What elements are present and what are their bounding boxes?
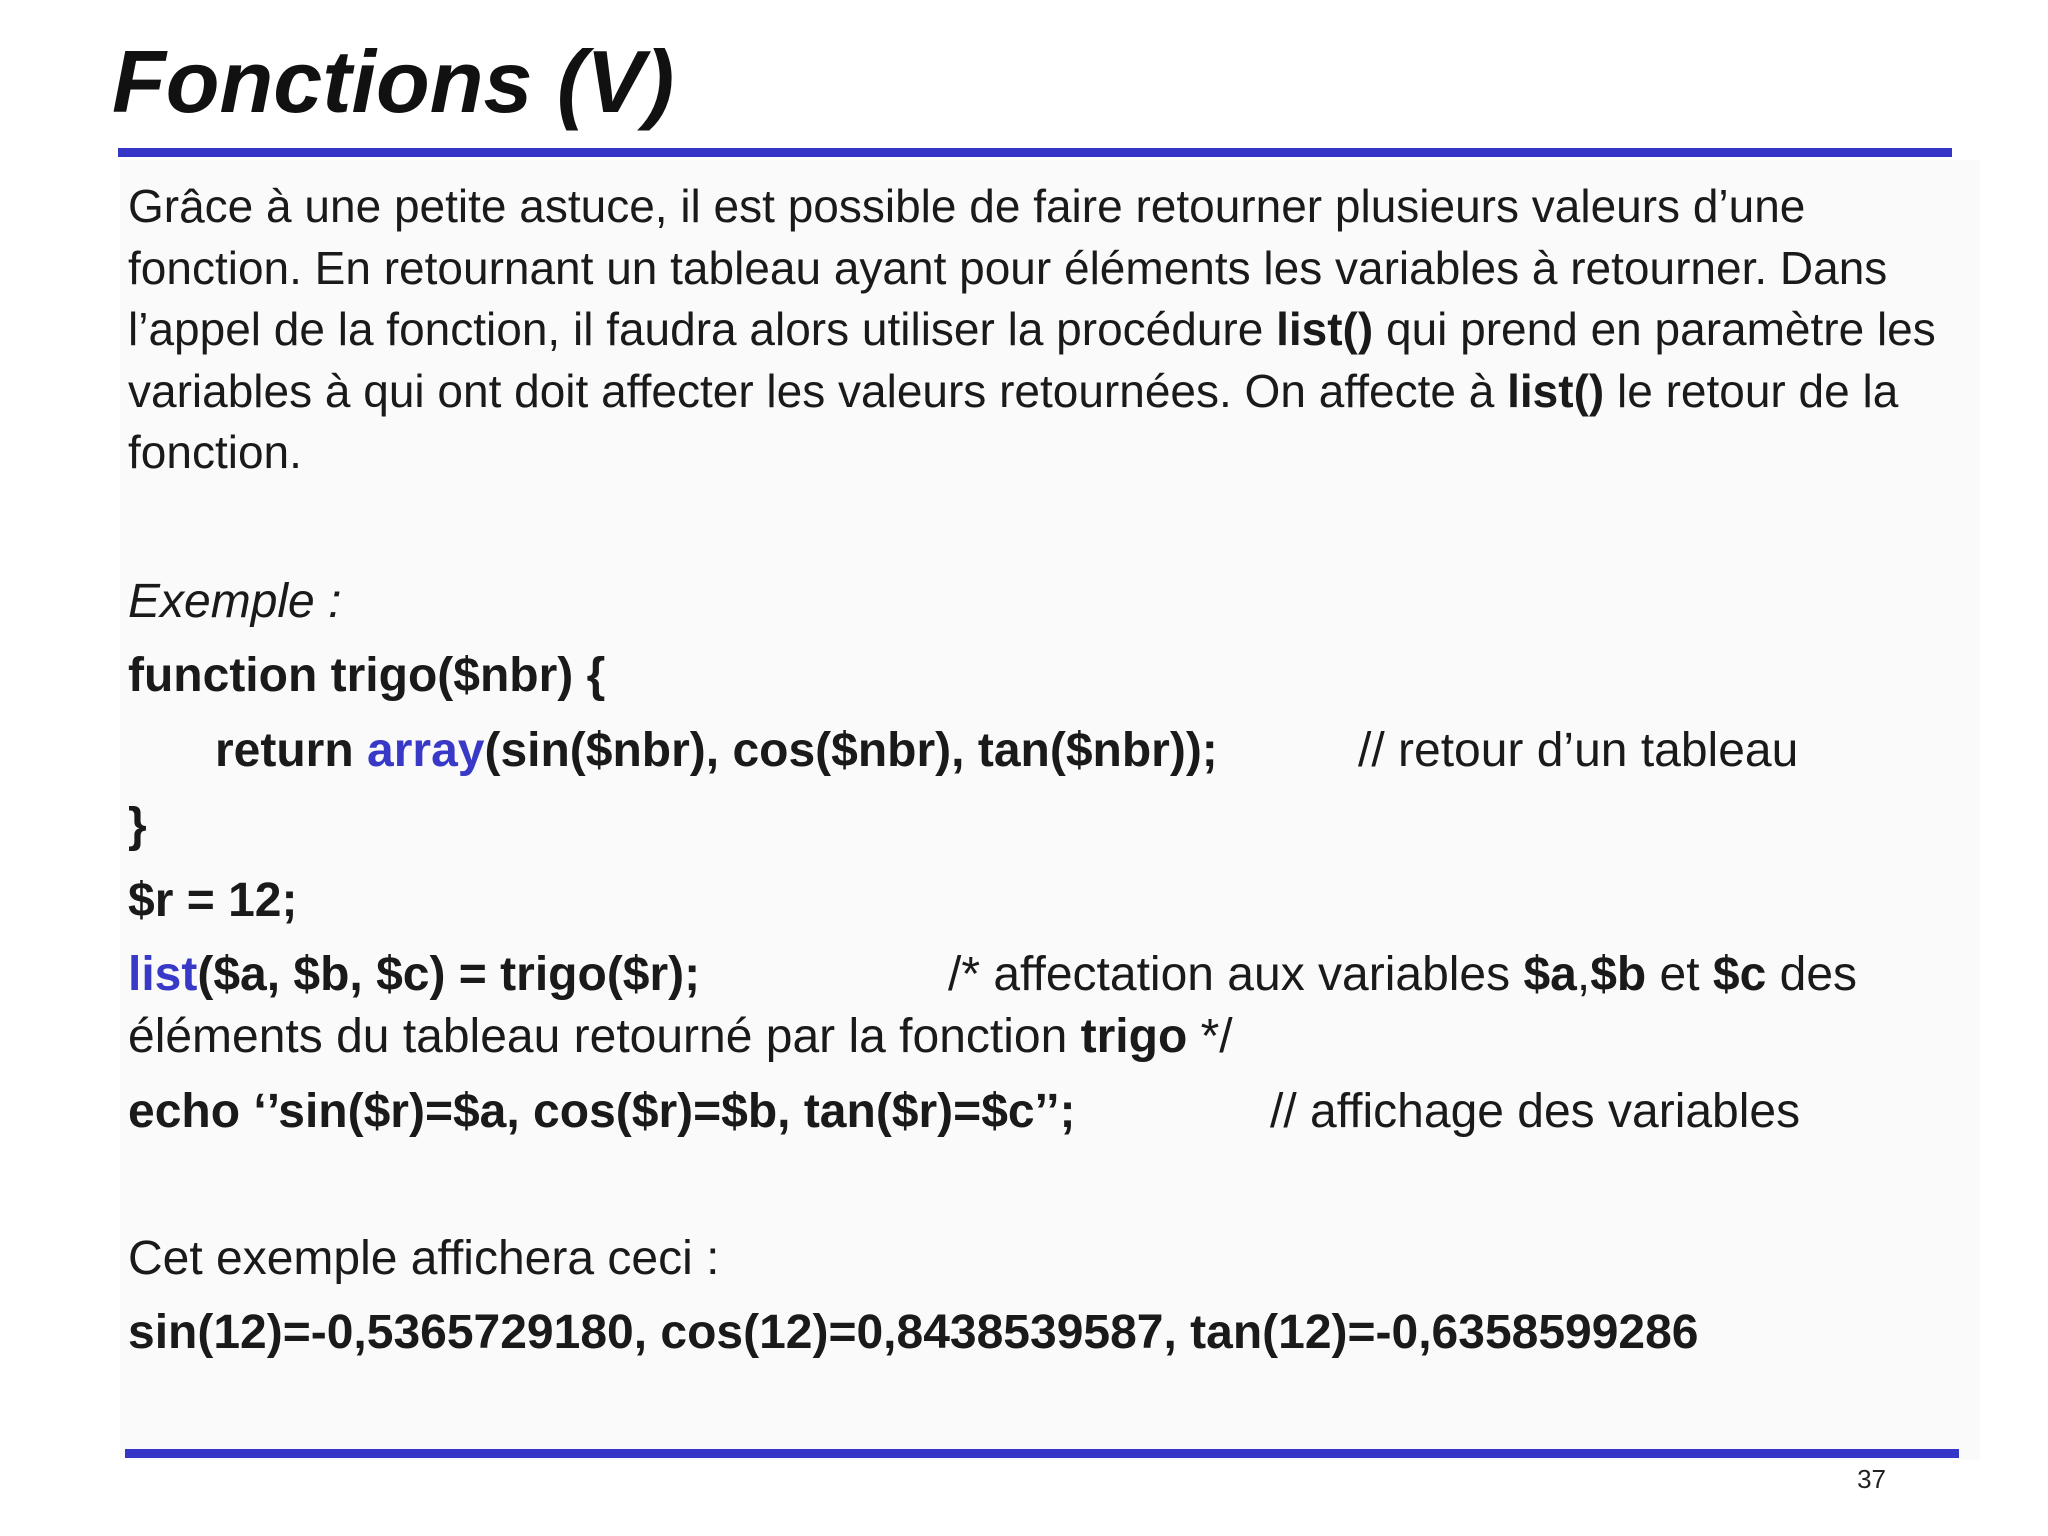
intro-keyword-list-1: list(): [1276, 303, 1374, 355]
comment-var-b: $b: [1590, 948, 1647, 1001]
code-list-args: ($a, $b, $c) = trigo($r);: [197, 948, 701, 1001]
code-comment-echo: // affichage des variables: [1270, 1085, 1801, 1138]
comment-trigo: trigo: [1080, 1010, 1188, 1063]
comment-comma: ,: [1576, 948, 1591, 1001]
code-list-keyword: list: [128, 948, 198, 1001]
code-line-assign: $r = 12;: [128, 874, 298, 927]
comment-end: */: [1187, 1010, 1233, 1063]
intro-text-1: Grâce à une petite astuce, il est possible de faire retourner plusieurs valeurs d’une fonction. En retournant un tableau ayant pour éléments les variables à retourner. Dans l’appel de la fonction, il faudra alors utiliser la procédure: [128, 180, 1888, 355]
code-array-keyword: array: [367, 724, 485, 777]
output-value: sin(12)=-0,5365729180, cos(12)=0,8438539587, tan(12)=-0,6358599286: [128, 1306, 1699, 1359]
comment-var-c: $c: [1712, 948, 1767, 1001]
intro-text-2: qui prend en paramètre les variables à qui ont doit affecter les valeurs retournées. On affecte à: [128, 303, 1936, 417]
code-line-brace: }: [128, 799, 147, 852]
intro-paragraph: [128, 176, 1948, 484]
code-comment-return: // retour d’un tableau: [1358, 724, 1799, 777]
top-divider: [118, 148, 1952, 157]
comment-et: et: [1646, 948, 1713, 1001]
example-label: Exemple :: [128, 575, 342, 628]
comment-var-a: $a: [1523, 948, 1577, 1001]
comment-continuation-text: éléments du tableau retourné par la fonction: [128, 1010, 1081, 1063]
intro-keyword-list-2: list(): [1507, 364, 1605, 417]
slide-title: Fonctions (V): [112, 32, 675, 131]
code-line-return: [215, 722, 1218, 780]
code-line-function: function trigo($nbr) {: [128, 649, 606, 702]
code-return-keyword: return: [215, 724, 368, 777]
comment-text: /* affectation aux variables: [948, 948, 1524, 1001]
intro-text-3: le retour de la fonction.: [128, 364, 1899, 478]
bottom-divider: [125, 1449, 1959, 1458]
comment-des: des: [1766, 948, 1858, 1001]
code-line-list: [128, 946, 700, 1004]
output-label: Cet exemple affichera ceci :: [128, 1232, 720, 1285]
code-line-echo: echo ‘’sin($r)=$a, cos($r)=$b, tan($r)=$c’’;: [128, 1085, 1076, 1138]
page-number: 37: [1857, 1464, 1886, 1494]
code-comment-continuation: [128, 1008, 1233, 1066]
code-comment-list: [948, 946, 1857, 1004]
code-return-args: (sin($nbr), cos($nbr), tan($nbr));: [484, 724, 1218, 777]
